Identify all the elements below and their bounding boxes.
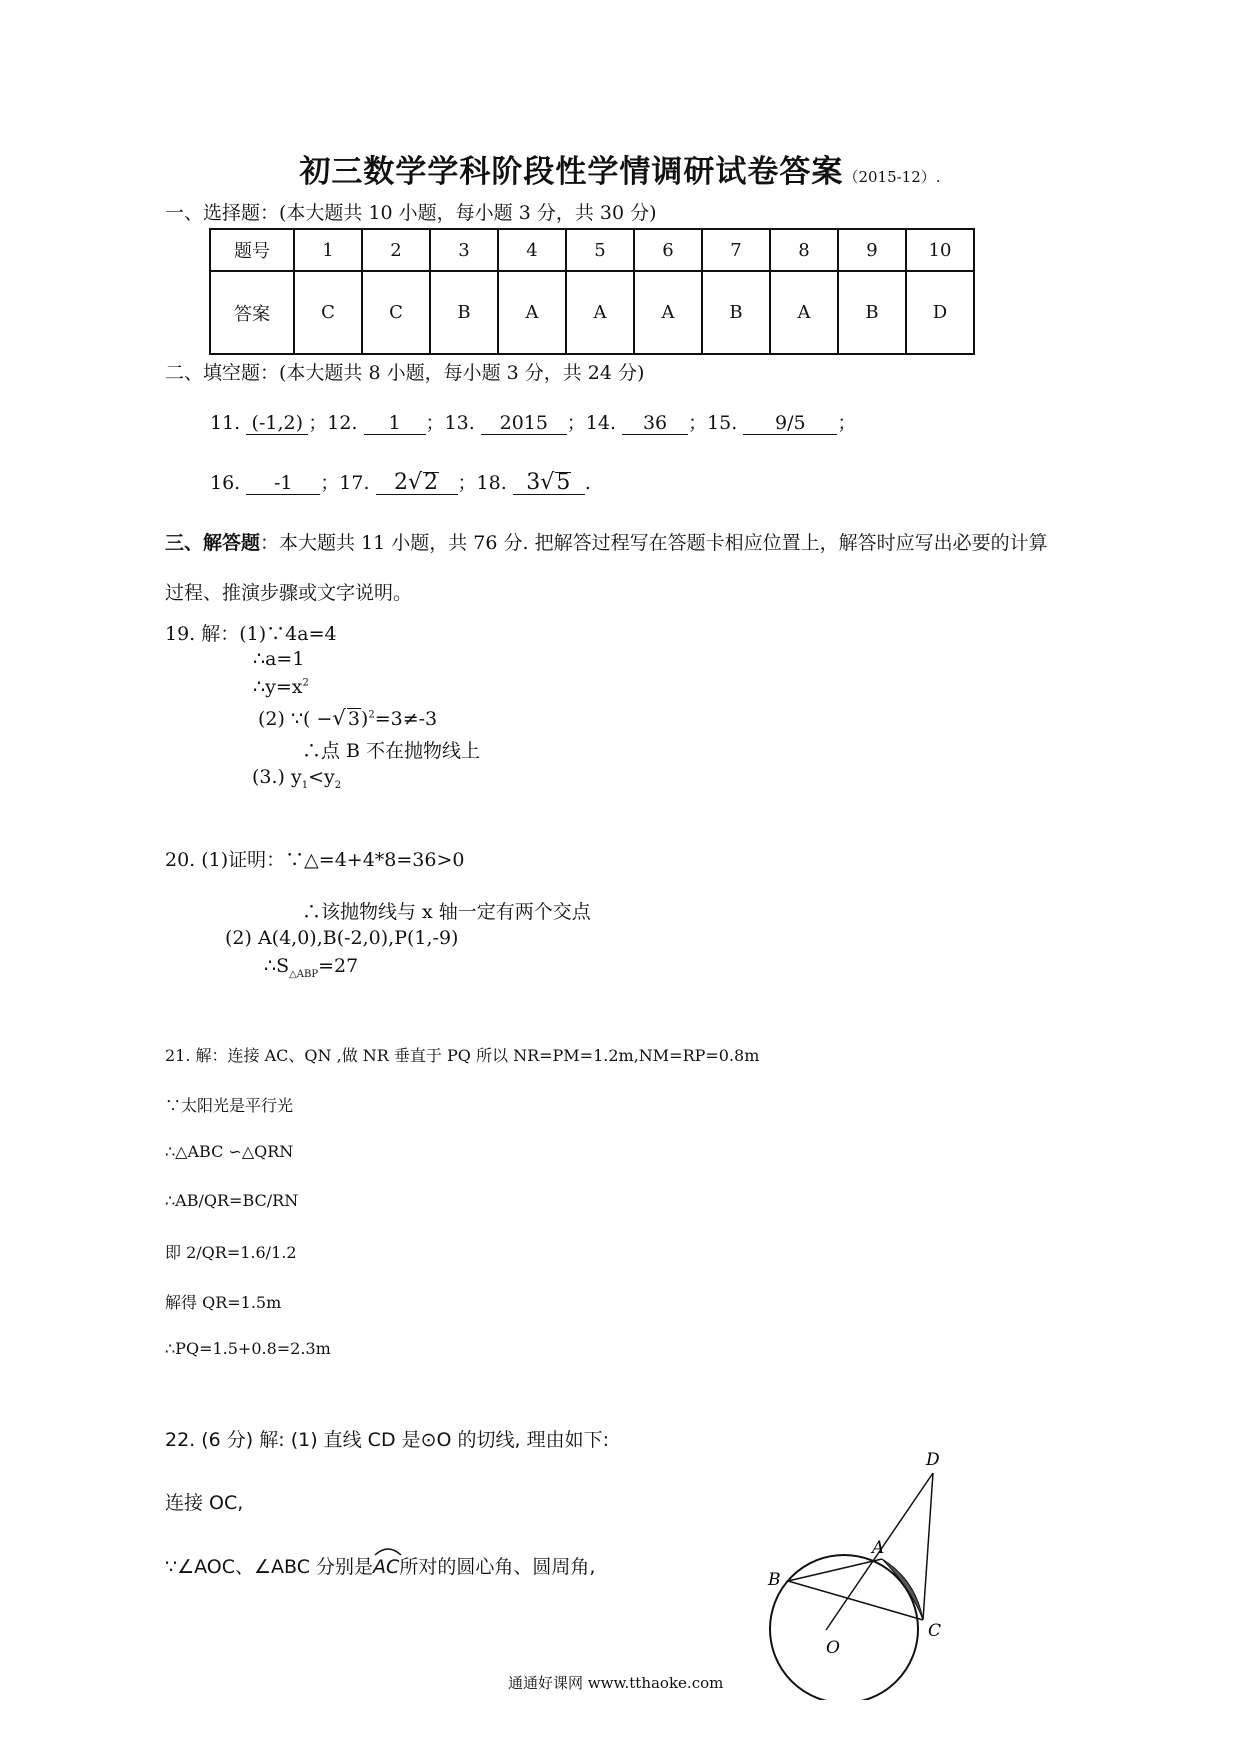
answer-16: -1 <box>246 472 320 495</box>
table-cell: B <box>838 271 906 354</box>
arc-ac <box>373 1552 399 1578</box>
arc-mark-icon <box>373 1546 403 1556</box>
q18-end: . <box>584 472 591 494</box>
answer-18: 3√5 <box>513 472 585 495</box>
q21-line-5: 即 2/QR=1.6/1.2 <box>165 1243 297 1262</box>
q19-line-6-b: <y <box>308 766 335 788</box>
q19-line-4-a: (2) ∵( − <box>258 708 333 730</box>
q20-line-4-sub: △ABP <box>289 968 319 980</box>
q19-radicand: 3 <box>347 708 360 730</box>
row-label: 答案 <box>210 271 294 354</box>
q14-label: ；14. <box>566 412 617 434</box>
answer-17: 2√2 <box>376 472 458 495</box>
q19-line-2: ∴a=1 <box>253 648 305 670</box>
q19-line-4-exponent: 2 <box>368 709 375 721</box>
q21-line-1: 21. 解：连接 AC、QN ,做 NR 垂直于 PQ 所以 NR=PM=1.2m,NM=RP=0.8m <box>165 1046 760 1065</box>
geometry-figure <box>740 1440 970 1700</box>
answer-14: 36 <box>622 412 688 435</box>
table-row-numbers <box>210 229 974 271</box>
q19-line-3 <box>253 676 309 698</box>
q21-line-7: ∴PQ=1.5+0.8=2.3m <box>165 1339 331 1358</box>
circle-o <box>770 1555 918 1700</box>
section3-heading-bold: 三、解答题 <box>165 532 261 554</box>
q21-line-4: ∴AB/QR=BC/RN <box>165 1191 299 1210</box>
shaded-region <box>882 1559 923 1620</box>
q19-line-4: (2) ∵( −√ 3)$^2$=3≠-3 <box>258 706 438 730</box>
title-text: 初三数学学科阶段性学情调研试卷答案 <box>299 154 844 190</box>
table-cell: B <box>702 271 770 354</box>
table-cell: 10 <box>906 229 974 271</box>
section3-heading-rest: ：本大题共 11 小题，共 76 分. 把解答过程写在答题卡相应位置上，解答时应写出必要的计算 <box>260 532 1048 554</box>
q11-label: 11. <box>210 412 241 434</box>
section3-heading-line2: 过程、推演步骤或文字说明。 <box>165 582 413 604</box>
line-d-c <box>923 1473 933 1620</box>
page-title <box>0 146 1240 191</box>
q22-line-1: 22. (6 分) 解: (1) 直线 CD 是⊙O 的切线, 理由如下: <box>165 1429 610 1451</box>
table-cell: 5 <box>566 229 634 271</box>
label-d: D <box>926 1450 940 1470</box>
q19-line-6-a: (3.) y <box>252 766 302 788</box>
section2-heading: 二、填空题：(本大题共 8 小题，每小题 3 分，共 24 分) <box>165 362 645 384</box>
q20-line-3: (2) A(4,0),B(-2,0),P(1,-9) <box>225 927 459 949</box>
q12-label: ；12. <box>308 412 358 434</box>
footer-watermark: 通通好课网 www.tthaoke.com <box>508 1674 724 1692</box>
q20-line-4 <box>264 955 358 980</box>
answer-table <box>209 228 975 355</box>
answer-11: (-1,2) <box>246 412 308 435</box>
fill-line-2 <box>210 468 591 495</box>
label-a: A <box>872 1538 885 1558</box>
answer-17-coef: 2 <box>394 470 409 495</box>
q19-line-3-exponent: 2 <box>302 677 309 689</box>
table-cell: D <box>906 271 974 354</box>
line-b-a <box>788 1559 882 1581</box>
title-date: （2015-12）. <box>843 168 941 186</box>
q17-label: ；17. <box>320 472 370 494</box>
label-o: O <box>826 1638 840 1658</box>
q19-sub-1: 1 <box>301 779 309 791</box>
q20-line-4-a: ∴S <box>264 955 290 977</box>
q22-line-2: 连接 OC, <box>165 1492 244 1514</box>
table-cell: 8 <box>770 229 838 271</box>
q18-label: ；18. <box>457 472 507 494</box>
q16-label: 16. <box>210 472 241 494</box>
table-cell: C <box>362 271 430 354</box>
label-b: B <box>768 1570 781 1590</box>
section1-heading: 一、选择题：(本大题共 10 小题，每小题 3 分，共 30 分) <box>165 202 657 224</box>
q13-label: ；13. <box>425 412 475 434</box>
fill-line-1 <box>210 408 856 435</box>
section3-heading <box>165 528 1048 555</box>
q21-line-2: ∵太阳光是平行光 <box>165 1096 294 1115</box>
table-cell: 2 <box>362 229 430 271</box>
table-cell: 3 <box>430 229 498 271</box>
table-cell: B <box>430 271 498 354</box>
answer-18-radicand: 5 <box>556 470 571 495</box>
row-label: 题号 <box>210 229 294 271</box>
table-row-answers <box>210 271 974 354</box>
table-cell: 6 <box>634 229 702 271</box>
q21-line-6: 解得 QR=1.5m <box>165 1293 282 1312</box>
label-c: C <box>928 1621 942 1641</box>
q22-line-3-a: ∵∠AOC、∠ABC 分别是 <box>165 1556 374 1578</box>
q15-label: ；15. <box>688 412 738 434</box>
answer-13: 2015 <box>481 412 567 435</box>
q19-line-3-text: ∴y=x <box>253 676 303 698</box>
q22-line-3-b: 所对的圆心角、圆周角, <box>399 1556 596 1578</box>
q21-line-3: ∴△ABC ∽△QRN <box>165 1142 294 1161</box>
q22-line-3 <box>165 1552 595 1579</box>
q19-line-5: ∴点 B 不在抛物线上 <box>302 740 481 762</box>
table-cell: 9 <box>838 229 906 271</box>
q19-line-4-c: =3≠-3 <box>374 708 438 730</box>
answer-15: 9/5 <box>743 412 837 435</box>
table-cell: A <box>770 271 838 354</box>
q20-line-4-b: =27 <box>318 955 359 977</box>
q15-end: ； <box>837 412 857 434</box>
table-cell: 1 <box>294 229 362 271</box>
table-cell: A <box>634 271 702 354</box>
table-cell: C <box>294 271 362 354</box>
q19-line-1: 19. 解：(1)∵4a=4 <box>165 623 337 645</box>
table-cell: 4 <box>498 229 566 271</box>
q19-sub-2: 2 <box>334 779 342 791</box>
answer-17-radicand: 2 <box>424 470 439 495</box>
q19-line-6 <box>252 766 341 791</box>
answer-18-coef: 3 <box>526 470 541 495</box>
table-cell: A <box>498 271 566 354</box>
table-cell: A <box>566 271 634 354</box>
q20-line-2: ∴该抛物线与 x 轴一定有两个交点 <box>302 901 591 923</box>
answer-12: 1 <box>364 412 426 435</box>
table-cell: 7 <box>702 229 770 271</box>
q20-line-1: 20. (1)证明：∵△=4+4*8=36>0 <box>165 849 465 871</box>
arc-label: AC <box>373 1556 400 1578</box>
q19-line-4-b: ) <box>360 708 369 730</box>
